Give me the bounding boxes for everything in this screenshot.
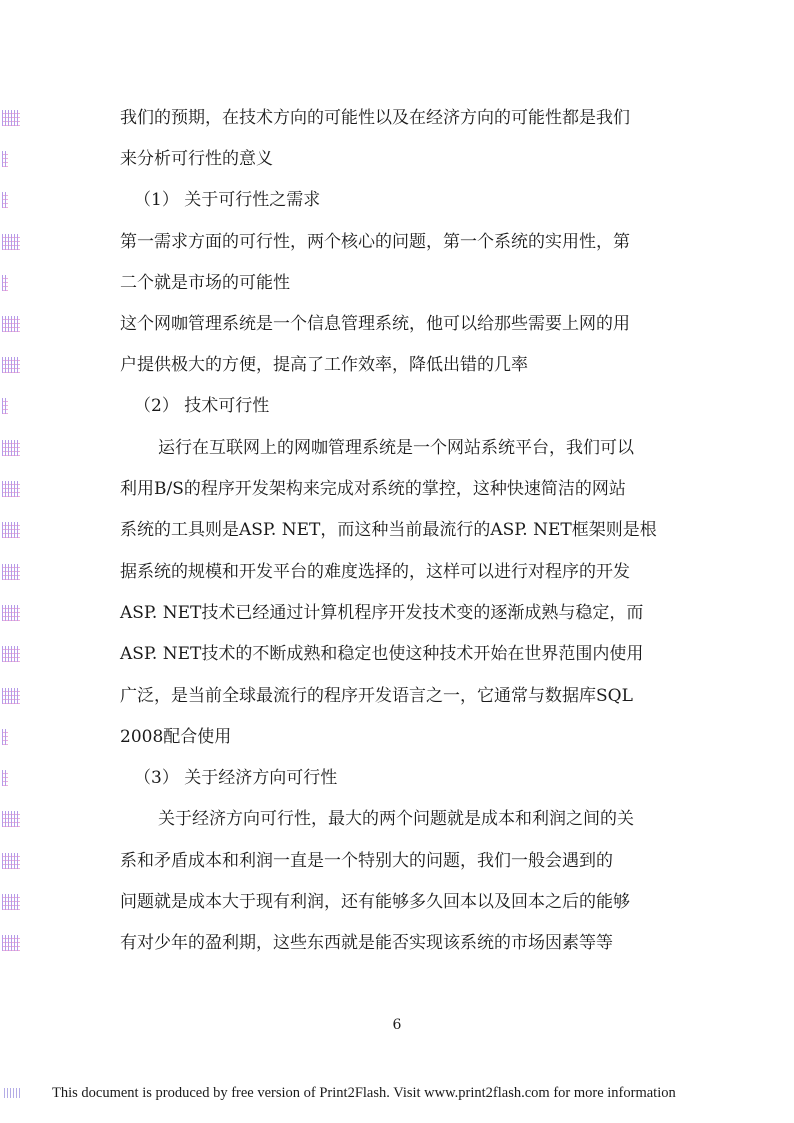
text-line: 关于经济方向可行性，最大的两个问题就是成本和利润之间的关 xyxy=(158,809,634,829)
text-line: 系统的工具则是ASP. NET，而这种当前最流行的ASP. NET框架则是根 xyxy=(120,520,657,540)
text-line: 来分析可行性的意义 xyxy=(120,149,273,169)
text-line: 系和矛盾成本和利润一直是一个特别大的问题，我们一般会遇到的 xyxy=(120,851,613,871)
margin-mark xyxy=(2,729,8,745)
text-line: 有对少年的盈利期，这些东西就是能否实现该系统的市场因素等等 xyxy=(120,933,613,953)
text-line: 我们的预期，在技术方向的可能性以及在经济方向的可能性都是我们 xyxy=(120,108,630,128)
margin-mark xyxy=(2,357,20,373)
margin-mark xyxy=(2,398,8,414)
margin-mark xyxy=(2,770,8,786)
margin-mark xyxy=(2,234,20,250)
text-line: 问题就是成本大于现有利润，还有能够多久回本以及回本之后的能够 xyxy=(120,892,630,912)
section-heading: （1） 关于可行性之需求 xyxy=(134,190,321,210)
margin-mark xyxy=(2,894,20,910)
text-line: 利用B/S的程序开发架构来完成对系统的掌控，这种快速简洁的网站 xyxy=(120,479,626,499)
text-line: 2008配合使用 xyxy=(120,727,232,747)
margin-mark xyxy=(2,646,20,662)
page-number: 6 xyxy=(392,1017,402,1033)
margin-mark xyxy=(2,688,20,704)
section-heading: （3） 关于经济方向可行性 xyxy=(134,768,338,788)
text-line: 据系统的规模和开发平台的难度选择的，这样可以进行对程序的开发 xyxy=(120,562,630,582)
margin-mark xyxy=(2,935,20,951)
margin-mark xyxy=(2,564,20,580)
margin-mark xyxy=(2,192,8,208)
margin-mark xyxy=(2,811,20,827)
text-line: 广泛，是当前全球最流行的程序开发语言之一，它通常与数据库SQL xyxy=(120,686,633,706)
margin-mark xyxy=(2,275,8,291)
margin-mark xyxy=(2,440,20,456)
margin-mark xyxy=(2,605,20,621)
margin-mark xyxy=(2,481,20,497)
margin-mark xyxy=(2,151,8,167)
margin-mark xyxy=(2,110,20,126)
footer-notice: This document is produced by free version of Print2Flash. Visit www.print2flash.com for more information xyxy=(52,1085,676,1101)
text-line: ASP. NET技术的不断成熟和稳定也使这种技术开始在世界范围内使用 xyxy=(120,644,644,664)
text-line: 运行在互联网上的网咖管理系统是一个网站系统平台，我们可以 xyxy=(158,438,634,458)
margin-mark xyxy=(2,522,20,538)
section-heading: （2） 技术可行性 xyxy=(134,396,270,416)
text-line: 户提供极大的方便，提高了工作效率，降低出错的几率 xyxy=(120,355,528,375)
footer-mark xyxy=(4,1088,22,1098)
text-line: 第一需求方面的可行性，两个核心的问题，第一个系统的实用性，第 xyxy=(120,232,630,252)
text-line: 二个就是市场的可能性 xyxy=(120,273,290,293)
text-line: ASP. NET技术已经通过计算机程序开发技术变的逐渐成熟与稳定，而 xyxy=(120,603,644,623)
margin-mark xyxy=(2,853,20,869)
text-line: 这个网咖管理系统是一个信息管理系统，他可以给那些需要上网的用 xyxy=(120,314,630,334)
margin-mark xyxy=(2,316,20,332)
